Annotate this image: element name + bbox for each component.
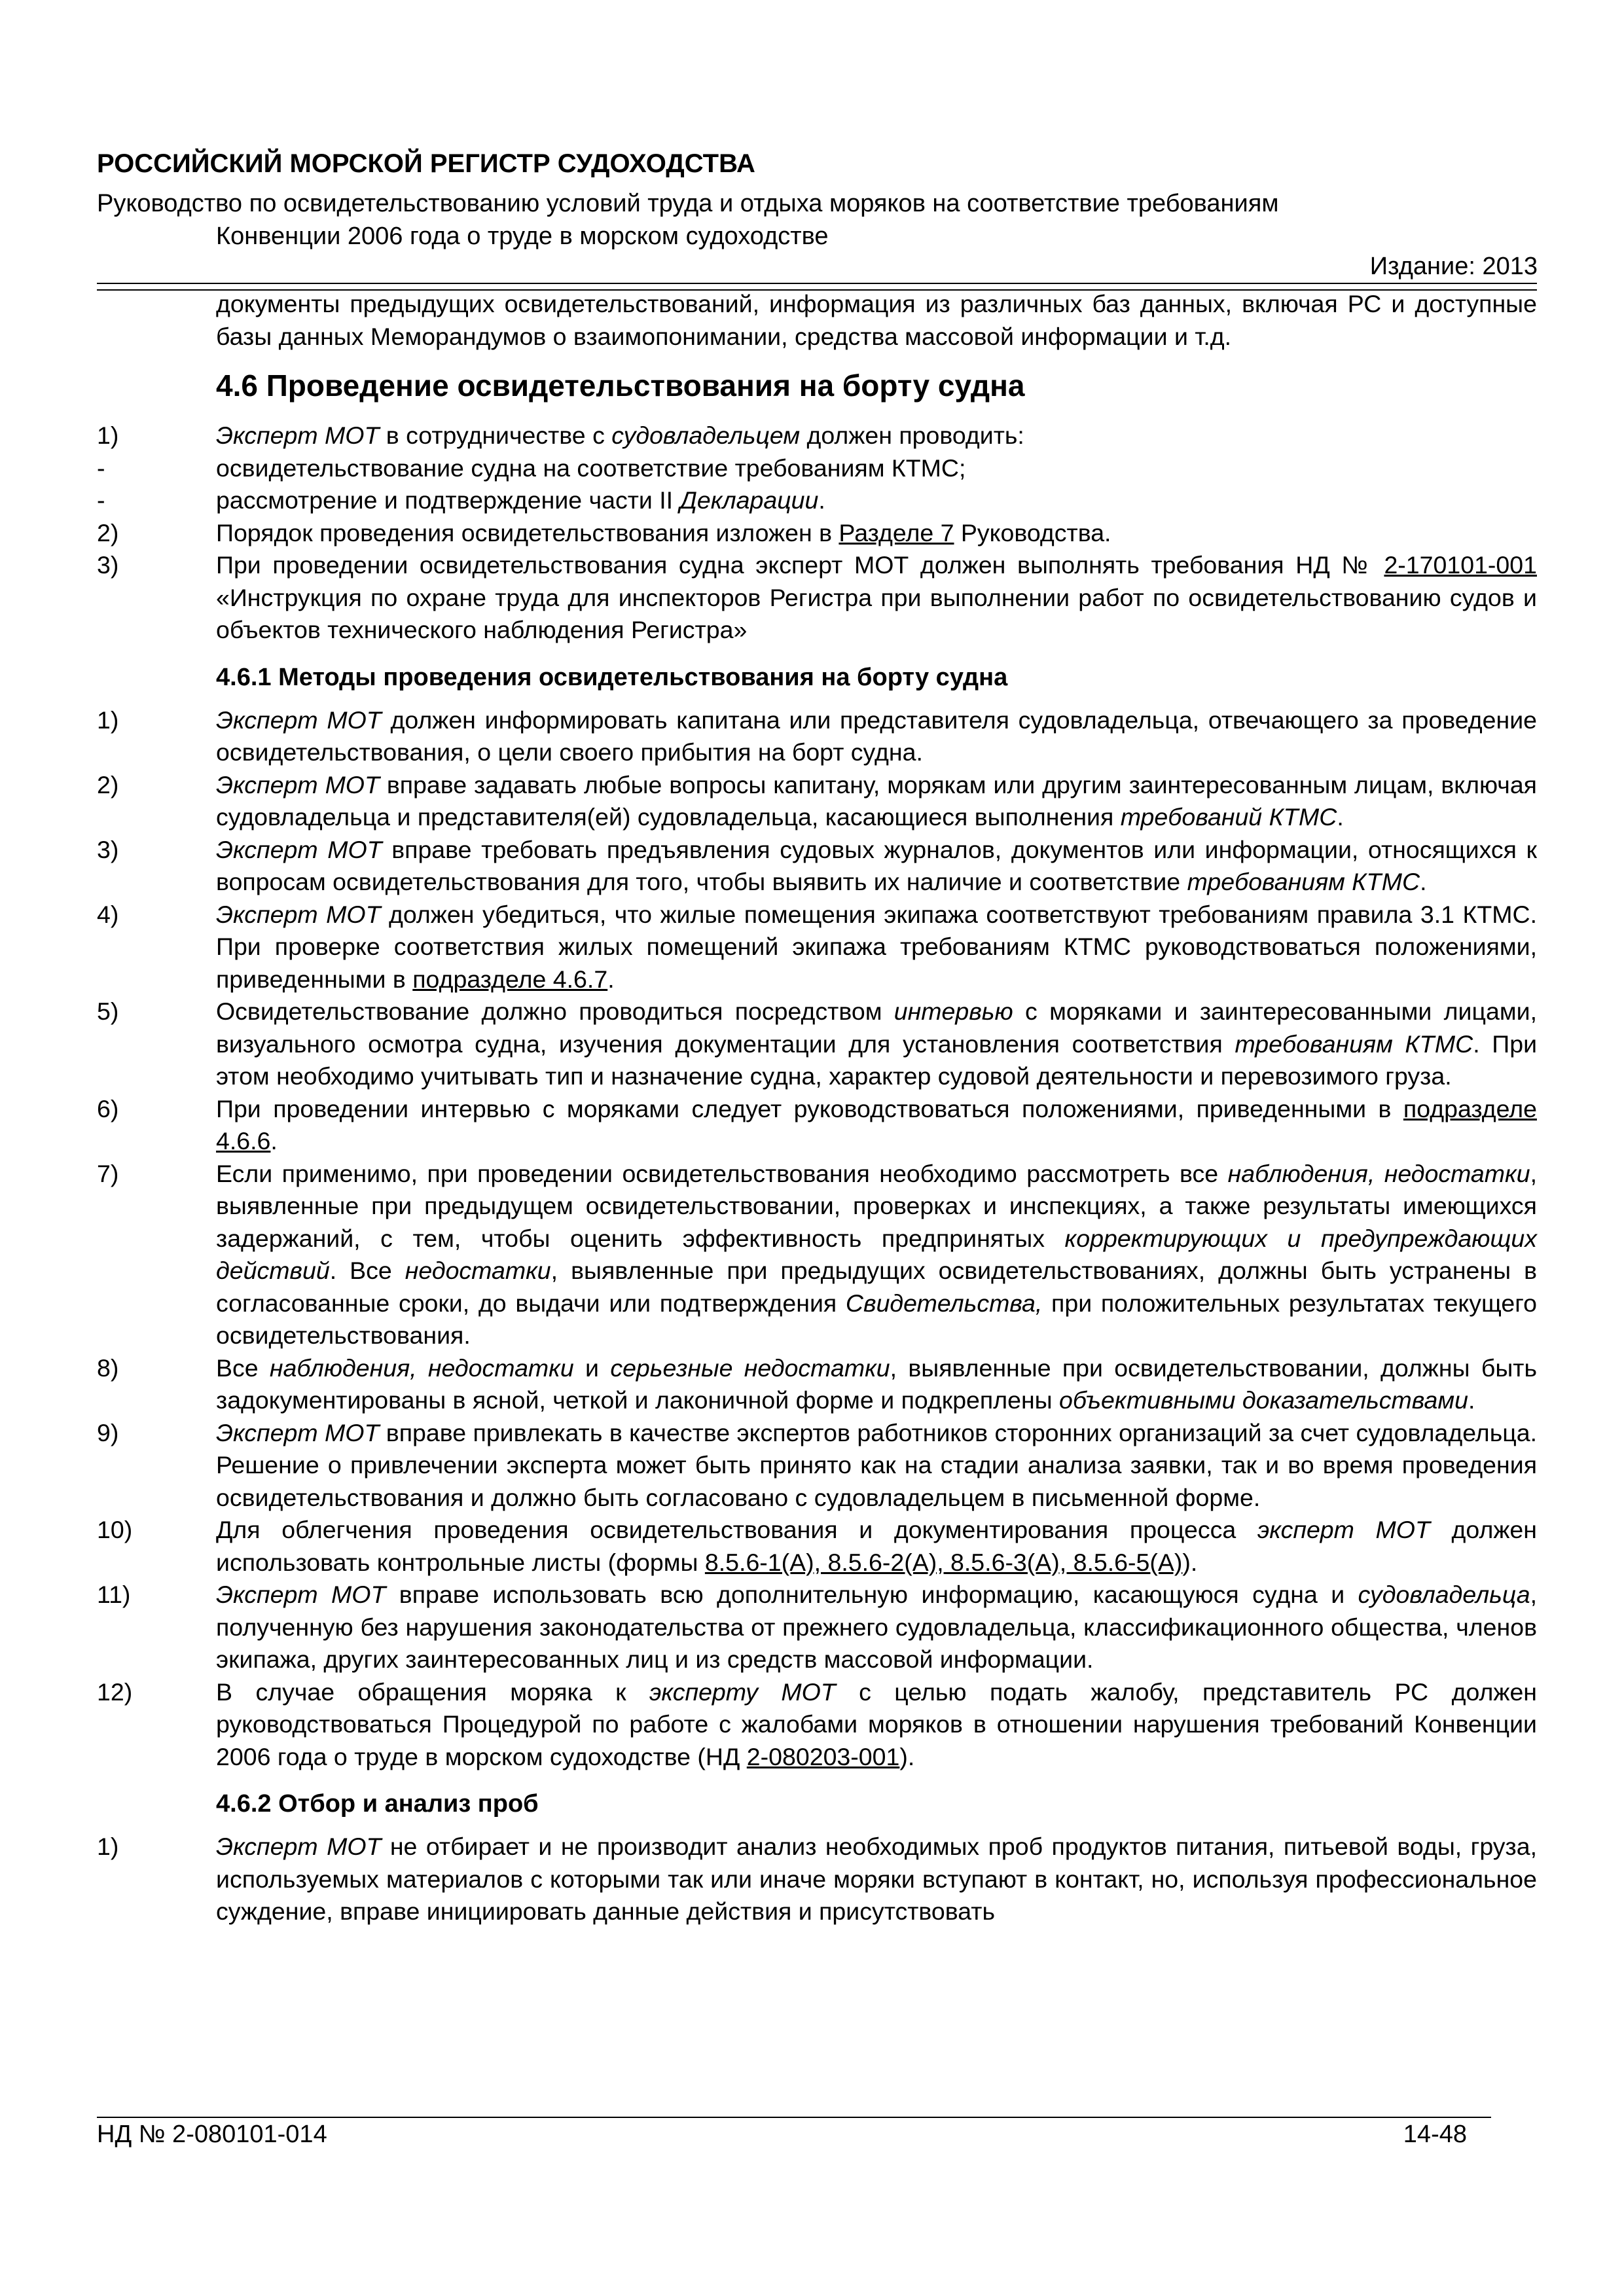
item-number: 9) — [97, 1418, 119, 1446]
item-text: При проведении освидетельствования судна эксперт МОТ должен выполнять требования НД № 2-170101-001 «Инструкция по охране труда для инспекторов Регистра при выполнении работ по освидетельствованию судов и объектов технического наблюдения Регистра» — [216, 551, 1537, 643]
item-text: Эксперт МОТ вправе задавать любые вопросы капитану, морякам или другим заинтересованным лицам, включая судовладельца и представителя(ей) судовладельца, касающиеся выполнения требований КТМС. — [216, 770, 1537, 831]
section-4-6-1-item-11 — [97, 1579, 1537, 1676]
section-4-6-2-heading: 4.6.2 Отбор и анализ проб — [216, 1790, 539, 1818]
section-4-6-item-1 — [97, 420, 1537, 452]
item-text: Эксперт МОТ вправе использовать всю дополнительную информацию, касающуюся судна и судовладельца, полученную без нарушения законодательства от прежнего судовладельца, классификационного общества, членов экипажа, других заинтересованных лиц и из средств массовой информации. — [216, 1581, 1537, 1673]
header-edition: Издание: 2013 — [1369, 253, 1538, 280]
item-number: 1) — [97, 1833, 119, 1860]
item-text: Эксперт МОТ в сотрудничестве с судовладельцем должен проводить: — [216, 422, 1024, 449]
item-number: 1) — [97, 422, 119, 449]
link-forms-8-5-6[interactable]: 8.5.6-1(А), 8.5.6-2(А), 8.5.6-3(А), 8.5.6-5(А) — [704, 1548, 1183, 1576]
header-title: РОССИЙСКИЙ МОРСКОЙ РЕГИСТР СУДОХОДСТВА — [97, 149, 755, 178]
section-4-6-dash-1 — [97, 452, 1537, 485]
item-number: 2) — [97, 770, 119, 798]
item-number: 10) — [97, 1516, 133, 1543]
item-text: Освидетельствование должно проводиться посредством интервью с моряками и заинтересованными лицами, визуального осмотра судна, изучения документации для установления соответствия требованиям КТМС. При этом необходимо учитывать тип и назначение судна, характер судовой деятельности и перевозимого груза. — [216, 997, 1538, 1090]
section-4-6-1-item-8 — [97, 1352, 1537, 1417]
section-4-6-1-item-4 — [97, 899, 1537, 996]
section-4-6-heading: 4.6 Проведение освидетельствования на борту судна — [216, 368, 1025, 403]
section-4-6-1-item-2 — [97, 769, 1537, 834]
item-text: Эксперт МОТ не отбирает и не производит анализ необходимых проб продуктов питания, питьевой воды, груза, используемых материалов с которыми так или иначе моряки вступают в контакт, но, используя профессиональное суждение, вправе инициировать данные действия и присутствовать — [216, 1833, 1537, 1925]
item-number: 5) — [97, 997, 119, 1025]
item-number: 8) — [97, 1354, 119, 1382]
section-4-6-1-item-5 — [97, 996, 1537, 1093]
item-text: При проведении интервью с моряками следует руководствоваться положениями, приведенными в подразделе 4.6.6. — [216, 1094, 1537, 1155]
section-4-6-1-item-3 — [97, 834, 1537, 899]
item-text: Если применимо, при проведении освидетельствования необходимо рассмотреть все наблюдения, недостатки, выявленные при предыдущем освидетельствовании, проверках и инспекциях, а также результаты имеющихся задержаний, с тем, чтобы оценить эффективность предпринятых корректирующих и предупреждающих действий. Все недостатки, выявленные при предыдущих освидетельствованиях, должны быть устранены в согласованные сроки, до выдачи или подтверждения Свидетельства, при положительных результатах текущего освидетельствования. — [216, 1159, 1537, 1349]
section-4-6-item-2 — [97, 517, 1537, 550]
section-4-6-1-item-7 — [97, 1158, 1537, 1352]
item-number: 1) — [97, 706, 119, 734]
section-4-6-1-heading: 4.6.1 Методы проведения освидетельствования на борту судна — [216, 663, 1008, 691]
footer-doc-number: НД № 2-080101-014 — [97, 2121, 327, 2148]
item-text: Для облегчения проведения освидетельствования и документирования процесса эксперт МОТ должен использовать контрольные листы (формы 8.5.6-1(А), 8.5.6-2(А), 8.5.6-3(А), 8.5.6-5(А)). — [216, 1516, 1537, 1576]
continuation-paragraph: документы предыдущих освидетельствований, информация из различных баз данных, включая РС и доступные базы данных Меморандумов о взаимопонимании, средства массовой информации и т.д. — [216, 290, 1537, 350]
section-4-6-2-item-1 — [97, 1831, 1537, 1928]
link-section-7[interactable]: Разделе 7 — [839, 518, 954, 547]
item-text: Эксперт МОТ должен информировать капитана или представителя судовладельца, отвечающего за проведение освидетельствования, о цели своего прибытия на борт судна. — [216, 706, 1538, 766]
section-4-6-1-item-9 — [97, 1417, 1537, 1515]
header-subtitle-line1: Руководство по освидетельствованию условий труда и отдыха моряков на соответствие требованиям — [97, 190, 1279, 217]
section-4-6-1-item-10 — [97, 1514, 1537, 1579]
item-number: 4) — [97, 900, 119, 928]
item-text: В случае обращения моряка к эксперту МОТ с целью подать жалобу, представитель РС должен руководствоваться Процедурой по работе с жалобами моряков в отношении нарушения требований Конвенции 2006 года о труде в морском судоходстве (НД 2-080203-001). — [216, 1677, 1538, 1770]
link-nd-2-170101-001[interactable]: 2-170101-001 — [1384, 551, 1537, 579]
item-text: Все наблюдения, недостатки и серьезные недостатки, выявленные при освидетельствовании, должны быть задокументированы в ясной, четкой и лаконичной форме и подкреплены объективными доказательствами. — [216, 1354, 1537, 1414]
dash-mark: - — [97, 486, 105, 514]
section-4-6-item-3 — [97, 549, 1537, 647]
dash-mark: - — [97, 454, 105, 482]
item-text: рассмотрение и подтверждение части II Декларации. — [216, 486, 825, 514]
link-nd-2-080203-001[interactable]: 2-080203-001 — [746, 1742, 900, 1770]
footer-page-number: 14-48 — [1403, 2121, 1467, 2148]
section-4-6-1-item-6 — [97, 1093, 1537, 1158]
document-body — [97, 288, 1537, 1928]
header-rule-top — [97, 283, 1537, 284]
item-text: Порядок проведения освидетельствования изложен в Разделе 7 Руководства. — [216, 518, 1111, 547]
item-number: 12) — [97, 1677, 133, 1706]
item-number: 11) — [97, 1581, 131, 1608]
section-4-6-1-item-1 — [97, 704, 1537, 769]
item-number: 2) — [97, 518, 119, 547]
header-subtitle-line2: Конвенции 2006 года о труде в морском судоходстве — [216, 223, 829, 250]
item-number: 7) — [97, 1159, 119, 1187]
item-text: Эксперт МОТ вправе требовать предъявления судовых журналов, документов или информации, относящихся к вопросам освидетельствования для того, чтобы выявить их наличие и соответствие требованиям КТМС. — [216, 835, 1537, 895]
section-4-6-1-item-12 — [97, 1676, 1537, 1774]
header-subtitle — [97, 187, 1537, 253]
item-number: 6) — [97, 1094, 119, 1122]
item-text: Эксперт МОТ вправе привлекать в качестве экспертов работников сторонних организаций за счет судовладельца. Решение о привлечении эксперта может быть принято как на стадии анализа заявки, так и во время проведения освидетельствования и должно быть согласовано с судовладельцем в письменной форме. — [216, 1418, 1537, 1511]
link-subsection-4-6-6[interactable]: подразделе 4.6.6 — [216, 1094, 1537, 1155]
item-number: 3) — [97, 551, 119, 579]
section-4-6-dash-2 — [97, 484, 1537, 517]
item-number: 3) — [97, 835, 119, 863]
item-text: Эксперт МОТ должен убедиться, что жилые помещения экипажа соответствуют требованиям правила 3.1 КТМС. При проверке соответствия жилых помещений экипажа требованиям КТМС руководствоваться положениями, приведенными в подразделе 4.6.7. — [216, 900, 1537, 993]
item-text: освидетельствование судна на соответствие требованиям КТМС; — [216, 454, 966, 482]
link-subsection-4-6-7[interactable]: подразделе 4.6.7 — [412, 965, 608, 993]
